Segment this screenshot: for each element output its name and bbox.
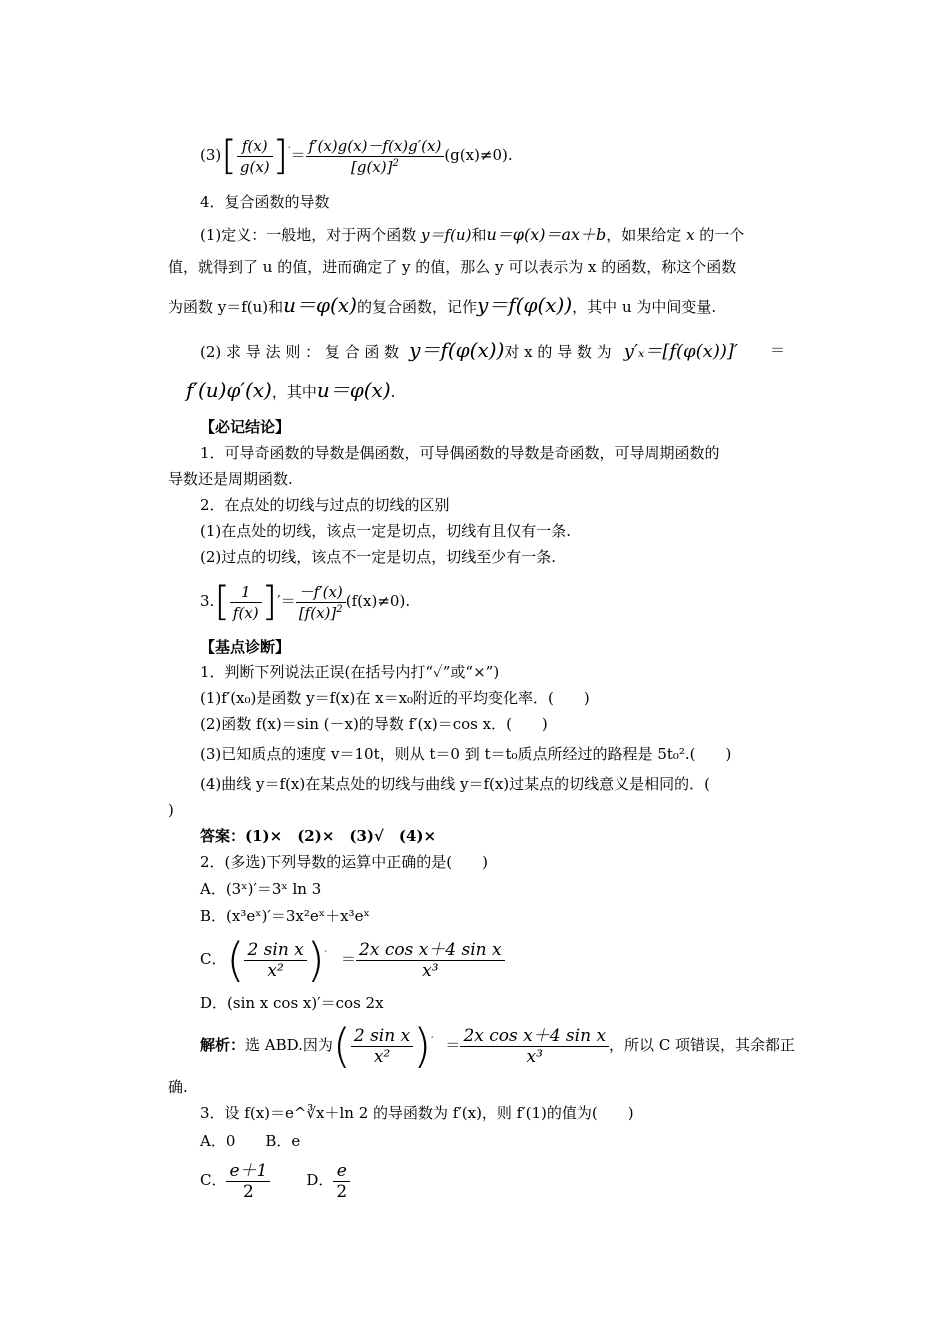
denominator: f(x) [232,603,259,622]
denominator: x² [373,1046,391,1067]
fraction [226,1161,270,1202]
question-2: 2．(多选)下列导数的运算中正确的是( ) [200,853,488,871]
conclusion-2b: (2)过点的切线，该点不一定是切点，切线至少有一条. [200,548,557,566]
denominator: x³ [422,960,439,981]
prime-equals: ′＝ [277,592,296,610]
math-formula: f′(u)φ′(x) [186,378,272,402]
fraction [237,136,273,177]
fraction-rhs [460,1026,609,1067]
conclusion-3 [200,575,410,627]
numerator: 2 sin x [244,940,306,961]
conclusion-1b: 导数还是周期函数. [168,470,293,488]
rule-line-2 [186,380,395,402]
denominator: x² [267,960,284,981]
math-formula: y′ₓ＝[f(φ(x))]′ [623,341,738,362]
math-formula: u＝φ(x)＝ax＋b [486,225,607,244]
text: ，如果给定 [606,226,687,244]
condition: (g(x)≠0). [444,146,513,164]
den-text: [g(x)] [350,157,393,176]
prime: ′ [324,950,327,961]
option-2d: D．(sin x cos x)′＝cos 2x [200,994,384,1012]
question-1b: (2)函数 f(x)＝sin (－x)的导数 f′(x)＝cos x．( ) [200,715,548,733]
text: (1)定义：一般地，对于两个函数 [200,226,422,244]
text: (2) 求 导 法 则 ： 复 合 函 数 [200,343,400,361]
exponent: 2 [336,603,343,615]
definition-line-1 [200,225,744,245]
numerator: 2x cos x＋4 sin x [460,1026,609,1047]
text: ，所以 C 项错误，其余都正 [609,1036,796,1054]
text: ，其中 u 为中间变量. [572,298,717,316]
fraction [333,1161,350,1202]
definition-line-2: 值，就得到了 u 的值，进而确定了 y 的值，那么 y 可以表示为 x 的函数，称这个函数 [168,258,737,276]
text: 和 [471,226,487,244]
paren: ( [226,933,245,987]
exponent: 2 [392,157,399,169]
paren: ) [413,1019,432,1073]
numerator: f(x) [237,136,273,157]
prime: ′ [431,1036,434,1047]
fraction [230,582,262,623]
denominator [306,157,445,177]
numerator: 1 [230,582,262,603]
math: y＝f(u) [421,226,472,244]
equals: ＝ [769,341,785,359]
paren: ( [332,1019,351,1073]
denominator: 2 [243,1181,254,1202]
prime: ′ [288,146,291,157]
answer-line: 答案：(1)× (2)× (3)√ (4)× [200,827,437,845]
option-2c [200,932,505,986]
bracket: [ [214,579,230,625]
denominator [296,603,346,623]
fraction-rhs [356,940,505,981]
denominator: 2 [336,1181,348,1202]
question-3: 3．设 f(x)＝e^∛x＋ln 2 的导函数为 f′(x)，则 f′(1)的值为( ) [200,1104,634,1122]
definition-line-3 [168,295,716,317]
fraction-rhs [296,582,346,623]
item-label: (3) [200,146,222,164]
question-1c: (3)已知质点的速度 v＝10t，则从 t＝0 到 t＝t₀质点所经过的路程是 5t₀².( ) [200,745,732,763]
question-1: 1．判断下列说法正误(在括号内打“✓”或“×”) [200,663,500,681]
rule-line-1 [200,340,785,362]
jidian-heading: 【基点诊断】 [200,638,291,656]
condition: (f(x)≠0). [345,592,411,610]
question-1a: (1)f′(x₀)是函数 y＝f(x)在 x＝x₀附近的平均变化率．( ) [200,689,590,707]
equals: ＝ [290,146,306,164]
bijie-heading: 【必记结论】 [200,418,291,436]
bracket: ] [261,579,278,625]
numerator: e [333,1161,350,1182]
question-1d: (4)曲线 y＝f(x)在某点处的切线与曲线 y＝f(x)过某点的切线意义是相同的．( [200,775,711,793]
bracket: ] [272,133,289,179]
numerator: e＋1 [226,1161,270,1182]
jiexi-line [200,1018,796,1073]
option-2a: A．(3ˣ)′＝3ˣ ln 3 [200,880,322,898]
conclusion-1a: 1．可导奇函数的导数是偶函数，可导偶函数的导数是奇函数，可导周期函数的 [200,444,720,462]
section-heading: 4．复合函数的导数 [200,193,330,211]
option-label: C． [200,950,227,968]
den-text: [f(x)] [298,603,337,622]
jiexi-end: 确. [168,1078,188,1096]
math-formula: y＝f(φ(x)) [409,338,505,362]
bracket: [ [221,133,237,179]
option-3cd [200,1158,350,1202]
numerator: －f′(x) [296,582,346,603]
denominator: x³ [526,1046,543,1067]
question-1d-close: ) [168,801,174,819]
math-formula: u＝φ(x) [283,293,357,317]
math-formula: u＝φ(x) [316,378,391,402]
conclusion-2: 2．在点处的切线与过点的切线的区别 [200,496,450,514]
numerator: f′(x)g(x)－f(x)g′(x) [306,136,445,157]
item-label: 3. [200,592,215,610]
equals: ＝ [445,1036,461,1054]
text: 对 x 的 导 数 为 [504,343,612,361]
option-3ab: A．0 B．e [200,1132,301,1150]
conclusion-2a: (1)在点处的切线，该点一定是切点，切线有且仅有一条. [200,522,572,540]
option-2b: B．(x³eˣ)′＝3x²eˣ＋x³eˣ [200,907,370,925]
option-label: D． [306,1171,334,1189]
analysis-label: 解析： [200,1036,246,1054]
text: . [390,383,396,401]
text: 选 ABD.因为 [245,1036,333,1054]
fraction [244,940,306,981]
text: 为函数 y＝f(u)和 [168,298,284,316]
math-formula: y＝f(φ(x)) [476,293,573,317]
fraction-rhs [306,136,445,177]
option-label: C． [200,1171,227,1189]
numerator: 2 sin x [351,1026,413,1047]
equals: ＝ [341,950,357,968]
paren: ) [306,933,325,987]
quotient-rule-line [200,125,513,185]
denominator: g(x) [239,157,270,176]
text: ，其中 [271,383,317,401]
numerator: 2x cos x＋4 sin x [356,940,505,961]
text: 的一个 [694,226,745,244]
math: x [686,226,695,244]
fraction [351,1026,413,1067]
text: 的复合函数，记作 [356,298,477,316]
